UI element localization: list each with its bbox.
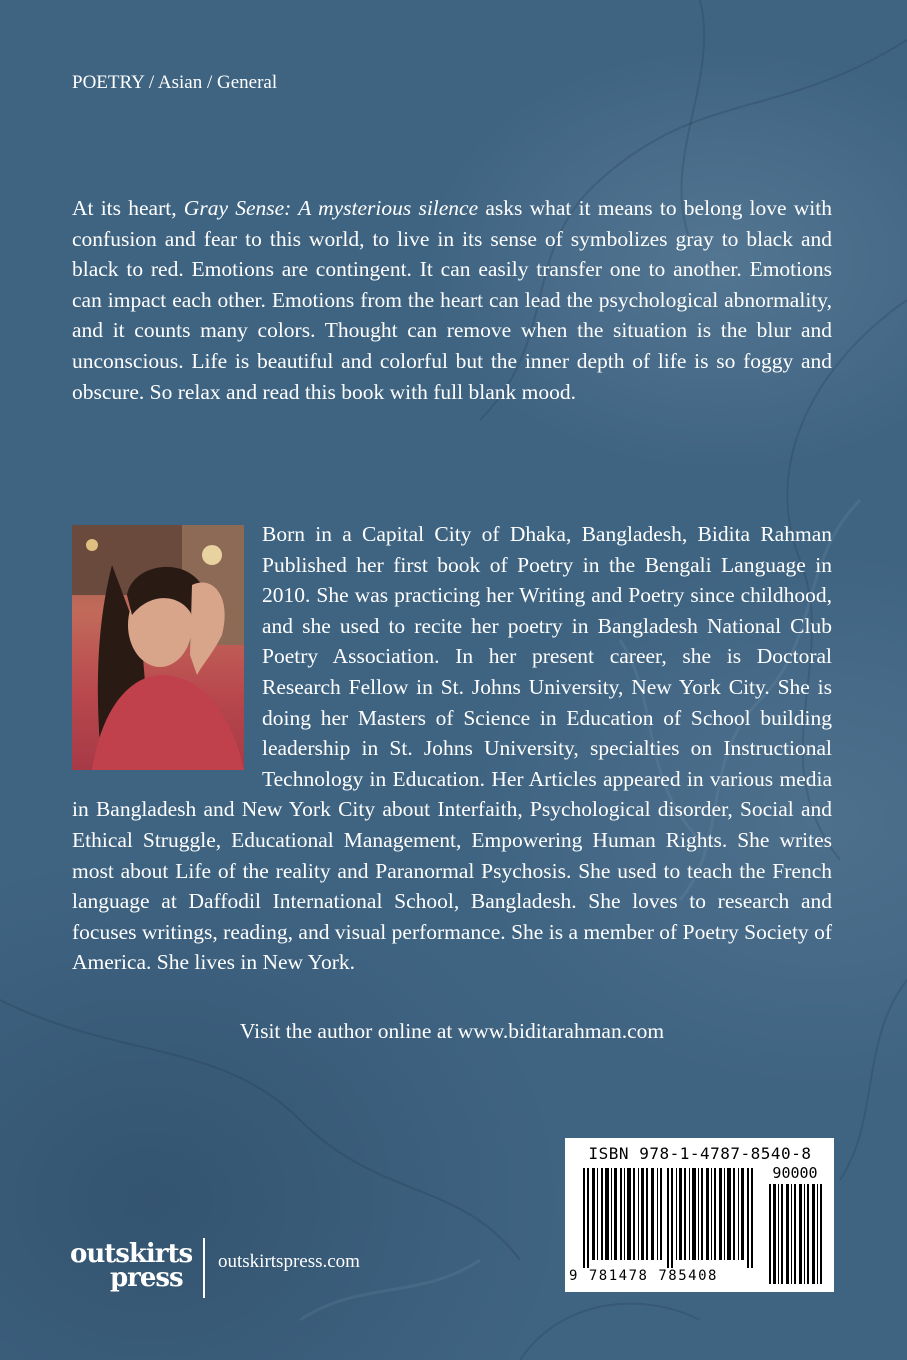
publisher-logo-line2: press xyxy=(110,1263,183,1293)
author-website: Visit the author online at www.biditarahman.com xyxy=(239,1019,665,1043)
logo-divider xyxy=(203,1238,205,1298)
author-bio-text: Born in a Capital City of Dhaka, Bangladesh, Bidita Rahman Published her first book of Poetry in the Bengali Language in 2010. She was practicing her Writing and Poetry since childhood, and she used to recite her poetry in Bangladesh National Club Poetry Association. In her present career, she is Doctoral Research Fellow in St. Johns University, New York City. She is doing her Masters of Science in Education of School building leadership in St. Johns University, specialties on Instructional Technology in Education. Her Articles appeared in various media in Bangladesh and New York City about Interfaith, Psychological disorder, Social and Ethical Struggle, Educational Management, Empowering Human Rights. She writes most about Life of the reality and Paranormal Psychosis. She used to teach the French language at Daffodil International School, Bangladesh. She loves to research and focuses writings, reading, and visual performance. She is a member of Poetry Society of America. She lives in New York. xyxy=(72,522,832,975)
blurb-text: asks what it means to belong love with confusion and fear to this world, to live in its sense of symbolizes gray to black and black to red. Emotions are contingent. It can easily transfer one to another. Emotions can impact each other. Emotions from the heart can lead the psychological abnormality, and it counts many colors. Thought can remove when the situation is the blur and unconscious. Life is beautiful and colorful but the inner depth of life is so foggy and obscure. So relax and read this book with full blank mood. xyxy=(72,196,832,404)
author-photo xyxy=(72,525,244,770)
barcode-digits: 9 781478 785408 xyxy=(569,1268,718,1284)
barcode-bars-addon xyxy=(769,1184,825,1284)
isbn-barcode xyxy=(565,1138,834,1292)
book-category: POETRY / Asian / General xyxy=(72,72,278,93)
book-title-italic: Gray Sense: A mysterious silence xyxy=(183,196,479,220)
isbn-number: ISBN 978-1-4787-8540-8 xyxy=(588,1144,812,1163)
barcode-bars-main xyxy=(583,1168,763,1268)
publisher-logo xyxy=(70,1239,193,1301)
publisher-logo-line1: outskirts xyxy=(70,1239,193,1269)
blurb-intro: At its heart, xyxy=(72,196,184,220)
price-code: 90000 xyxy=(772,1164,818,1182)
author-bio xyxy=(72,519,832,978)
publisher-website: outskirtspress.com xyxy=(218,1251,360,1272)
book-blurb xyxy=(72,193,832,407)
